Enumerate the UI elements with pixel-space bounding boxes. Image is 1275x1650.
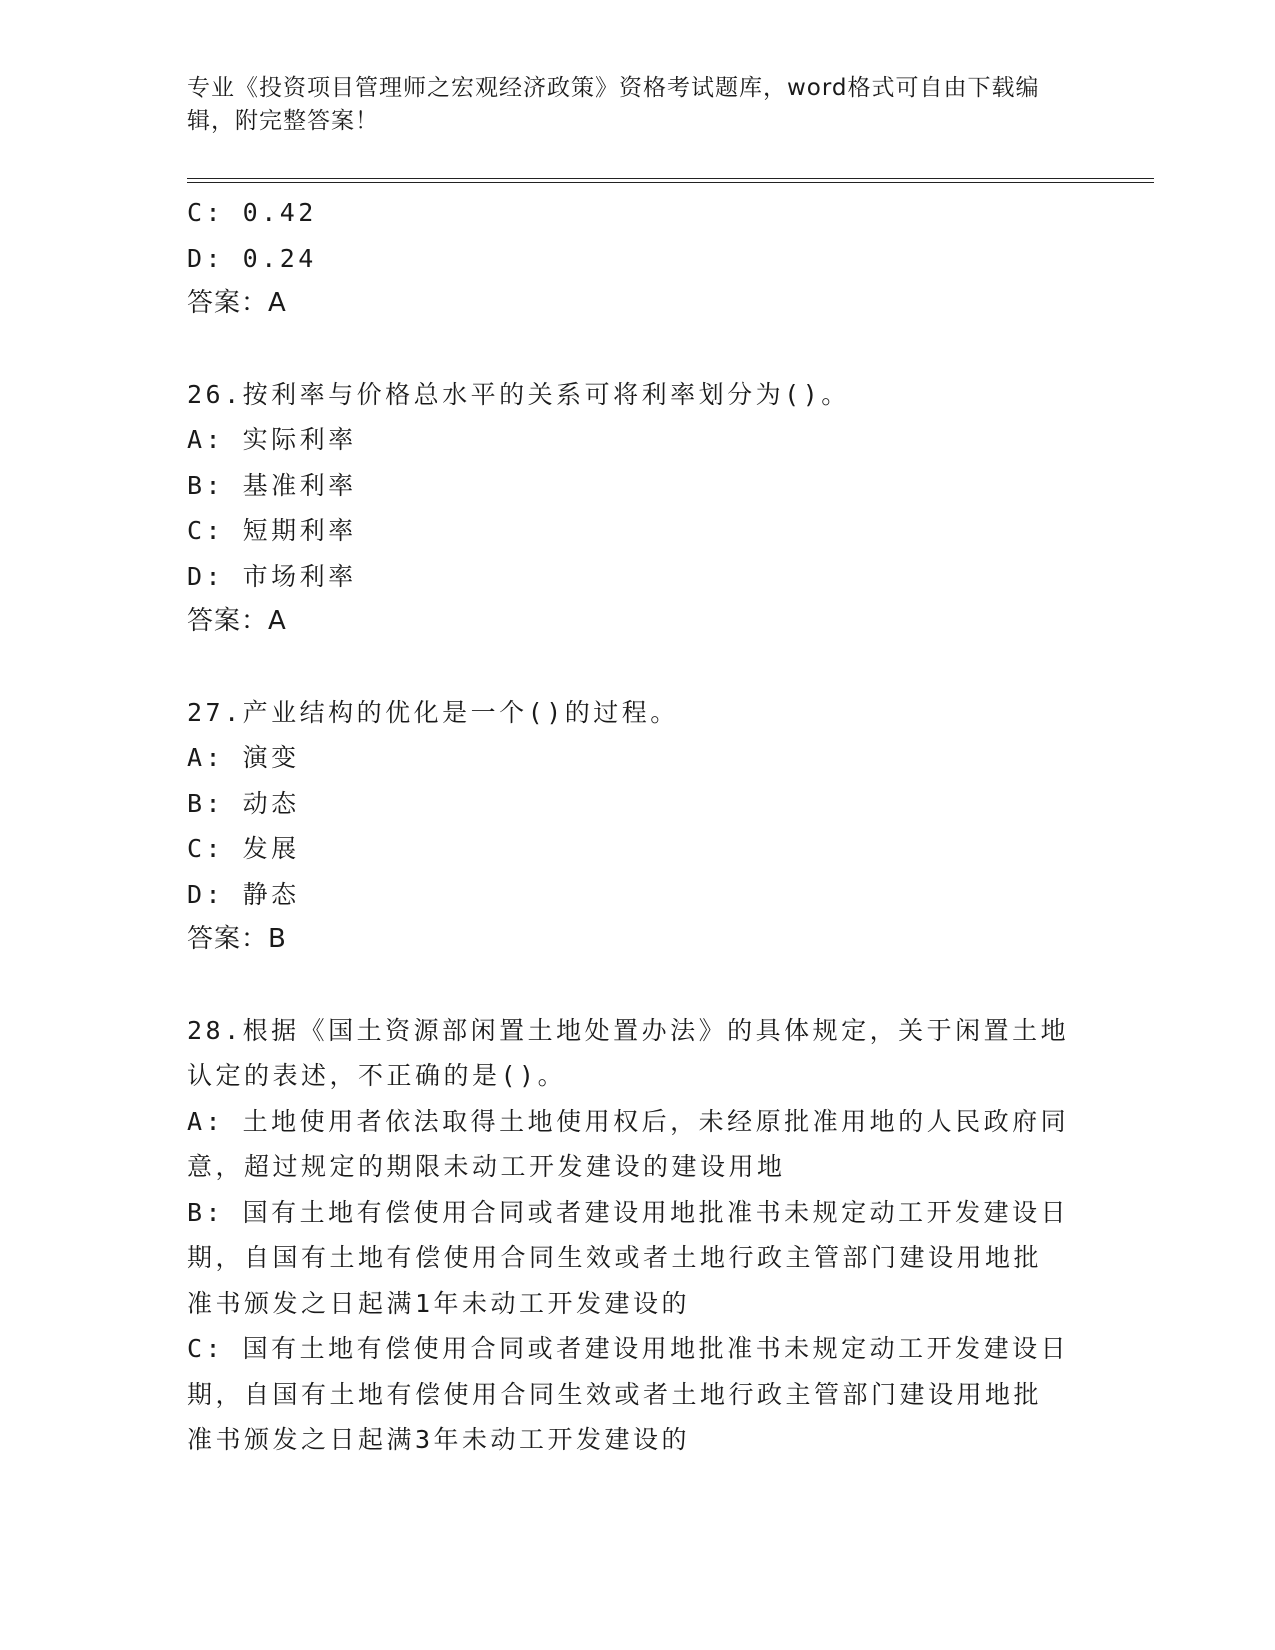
option-d: D: 静态 [187,879,300,909]
header-line-1: 专业《投资项目管理师之宏观经济政策》资格考试题库，word格式可自由下载编 [187,75,1040,101]
question-stem-line-2: 认定的表述，不正确的是()。 [187,1061,567,1090]
option-a-line-2: 意，超过规定的期限未动工开发建设的建设用地 [187,1152,786,1181]
question-stem: 27.产业结构的优化是一个()的过程。 [187,697,679,727]
option-c: C: 发展 [187,834,300,863]
option-a: A: 实际利率 [187,425,357,454]
option-c: C: 0.42 [187,198,317,227]
option-d: D: 0.24 [187,243,317,273]
option-c-line-2: 期，自国有土地有偿使用合同生效或者土地行政主管部门建设用地批 [187,1379,1043,1409]
option-b-line-3: 准书颁发之日起满1年未动工开发建设的 [187,1288,691,1318]
question-stem: 26.按利率与价格总水平的关系可将利率划分为()。 [187,379,850,409]
question-list [187,190,1087,1463]
question-25-tail [187,190,1087,327]
spacer [187,963,1087,1008]
option-b-line-2: 期，自国有土地有偿使用合同生效或者土地行政主管部门建设用地批 [187,1243,1043,1272]
option-c-line-1: C: 国有土地有偿使用合同或者建设用地批准书未规定动工开发建设日 [187,1334,1070,1363]
option-b-line-1: B: 国有土地有偿使用合同或者建设用地批准书未规定动工开发建设日 [187,1197,1070,1227]
option-b: B: 动态 [187,788,300,818]
header-line-2: 辑，附完整答案！ [187,108,379,134]
question-26 [187,372,1087,645]
header-divider-bottom [187,182,1154,183]
header-divider-top [187,178,1154,179]
option-c: C: 短期利率 [187,516,357,545]
option-d: D: 市场利率 [187,561,357,591]
answer: 答案：A [187,288,287,318]
option-a: A: 演变 [187,743,300,772]
question-28 [187,1008,1087,1463]
answer: 答案：A [187,606,287,636]
answer: 答案：B [187,924,287,954]
question-stem-line-1: 28.根据《国土资源部闲置土地处置办法》的具体规定，关于闲置土地 [187,1015,1070,1045]
option-b: B: 基准利率 [187,470,357,500]
option-a-line-1: A: 土地使用者依法取得土地使用权后，未经原批准用地的人民政府同 [187,1106,1070,1136]
question-27 [187,690,1087,963]
document-header [187,72,1087,138]
spacer [187,645,1087,690]
option-c-line-3: 准书颁发之日起满3年未动工开发建设的 [187,1425,691,1454]
spacer [187,327,1087,372]
